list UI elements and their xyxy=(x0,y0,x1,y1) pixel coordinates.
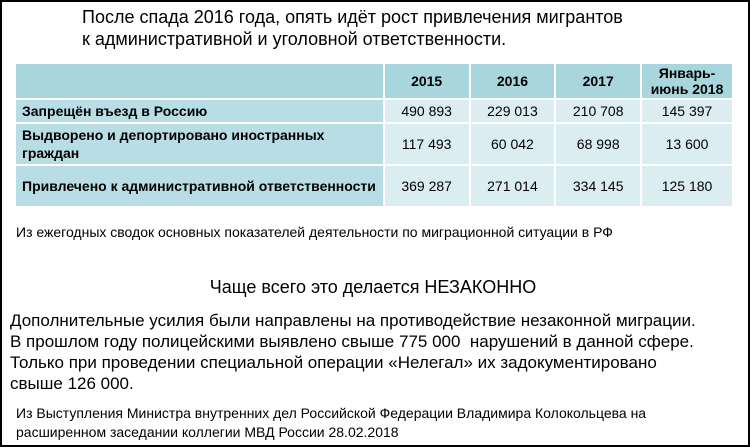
column-header-2017: 2017 xyxy=(555,63,641,99)
table-cell: 229 013 xyxy=(470,99,556,123)
column-header-jan-jun-2018: Январь- июнь 2018 xyxy=(641,63,733,99)
row-label-deported: Выдворено и депортировано иностранных граждан xyxy=(15,123,384,165)
paragraph-line-3: Только при проведении специальной операции «Нелегал» их задокументировано xyxy=(10,353,657,372)
row-label-administrative: Привлечено к административной ответственности xyxy=(15,165,384,207)
table-row xyxy=(15,165,733,207)
table-cell: 271 014 xyxy=(470,165,556,207)
headline xyxy=(82,6,623,50)
table-row xyxy=(15,99,733,123)
table-corner-cell xyxy=(15,63,384,99)
migration-stats-table xyxy=(14,62,734,208)
table-row xyxy=(15,123,733,165)
table-cell: 60 042 xyxy=(470,123,556,165)
table-cell: 117 493 xyxy=(384,123,470,165)
table-cell: 68 998 xyxy=(555,123,641,165)
paragraph-line-4: свыше 126 000. xyxy=(10,374,134,393)
paragraph-line-1: Дополнительные усилия были направлены на противодействие незаконной миграции. xyxy=(10,311,696,330)
column-header-2016: 2016 xyxy=(470,63,556,99)
table-cell: 13 600 xyxy=(641,123,733,165)
quote-source-line-2: расширенном заседании коллегии МВД России 28.02.2018 xyxy=(16,424,399,440)
row-label-entry-banned: Запрещён въезд в Россию xyxy=(15,99,384,123)
paragraph-line-2: В прошлом году полицейскими выявлено свыше 775 000 нарушений в данной сфере. xyxy=(10,332,694,351)
table-cell: 334 145 xyxy=(555,165,641,207)
table-header-row xyxy=(15,63,733,99)
column-header-2015: 2015 xyxy=(384,63,470,99)
table-cell: 125 180 xyxy=(641,165,733,207)
section-subheading: Чаще всего это делается НЕЗАКОННО xyxy=(209,277,537,297)
quote-source-line-1: Из Выступления Министра внутренних дел Российской Федерации Владимира Колокольцева на xyxy=(16,405,647,421)
headline-line-1: После спада 2016 года, опять идёт рост привлечения мигрантов xyxy=(82,7,623,27)
quote-source-note xyxy=(16,404,646,442)
table-cell: 369 287 xyxy=(384,165,470,207)
table-cell: 210 708 xyxy=(555,99,641,123)
headline-line-2: к административной и уголовной ответственности. xyxy=(82,29,507,49)
body-paragraph xyxy=(10,310,696,394)
table-cell: 145 397 xyxy=(641,99,733,123)
table-cell: 490 893 xyxy=(384,99,470,123)
table-source-note: Из ежегодных сводок основных показателей деятельности по миграционной ситуации в РФ xyxy=(16,224,613,240)
